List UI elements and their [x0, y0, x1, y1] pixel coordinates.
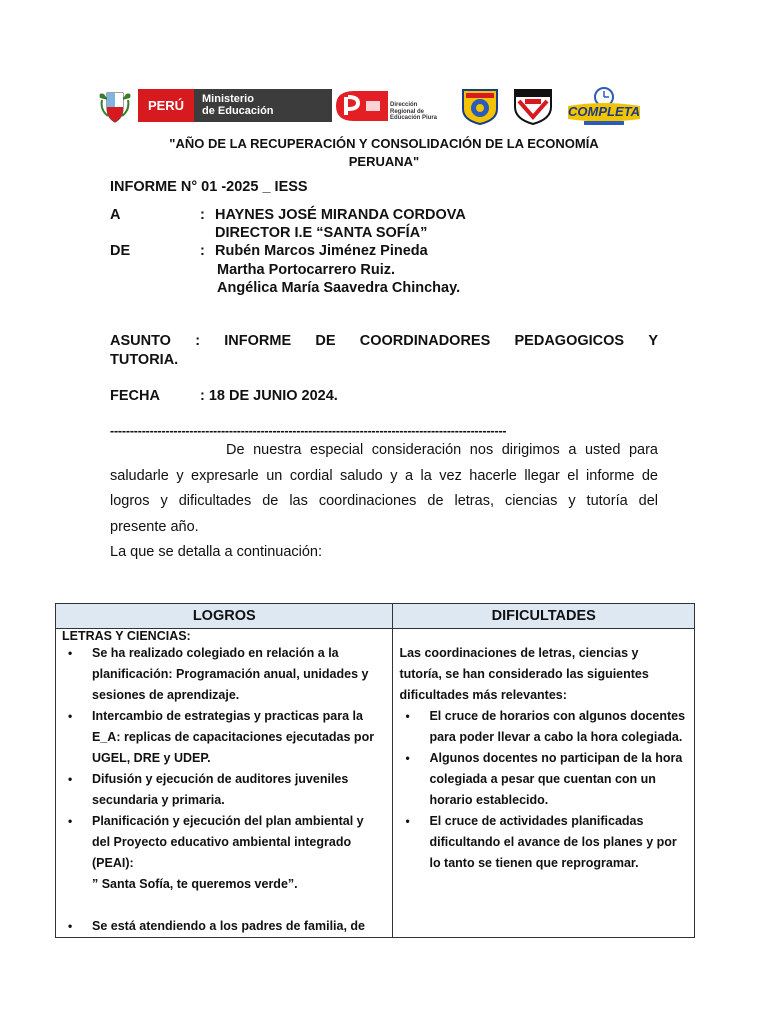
- to-name: HAYNES JOSÉ MIRANDA CORDOVA: [215, 207, 466, 223]
- to-role: DIRECTOR I.E “SANTA SOFÍA”: [215, 225, 428, 241]
- date-label: FECHA: [110, 388, 160, 404]
- from-label: DE: [110, 243, 131, 259]
- subject-line-2: TUTORIA.: [110, 352, 179, 368]
- logros-cell: [56, 629, 393, 938]
- ministry-of-education-logo: Ministerio de Educación: [194, 89, 332, 122]
- list-item: • Intercambio de estrategias y practicas para la E_A: replicas de capacitaciones ejecutadas por UGEL, DRE y UDEP.: [62, 706, 388, 769]
- dificultades-cell: [393, 629, 695, 938]
- body-detail-line: La que se detalla a continuación:: [110, 544, 323, 560]
- school-emblem-icon: [460, 87, 500, 125]
- list-item: • Algunos docentes no participan de la hora colegiada a pesar que cuentan con un horario establecido.: [399, 748, 690, 811]
- dificultades-list: [399, 706, 690, 874]
- subject-word: Y: [648, 333, 658, 349]
- dificultades-intro: Las coordinaciones de letras, ciencias y tutoría, se han considerado las siguientes dificultades más relevantes:: [399, 646, 649, 702]
- logros-dificultades-table: [55, 603, 695, 938]
- from-name-2: Martha Portocarrero Ruiz.: [217, 262, 396, 278]
- list-item: • Se ha realizado colegiado en relación a la planificación: Programación anual, unidades y sesiones de aprendizaje.: [62, 643, 388, 706]
- year-title-line-1: "AÑO DE LA RECUPERACIÓN Y CONSOLIDACIÓN DE LA ECONOMÍA: [169, 136, 599, 151]
- subject-word: COORDINADORES: [359, 333, 491, 349]
- dre-piura-text: Dirección Regional de Educación Piura: [390, 102, 438, 121]
- list-item: • Se está atendiendo a los padres de familia, de: [62, 916, 388, 937]
- list-item: • El cruce de actividades planificadas dificultando el avance de los planes y por lo tanto se tienen que reprogramar.: [399, 811, 690, 874]
- body-line-2: saludarle y expresarle un cordial saludo y a la vez hacerle llegar el informe de: [110, 467, 658, 484]
- to-colon: :: [200, 207, 205, 223]
- separator-line: ----------------------------------------------------------------------------------------------------: [110, 424, 507, 438]
- subject-word: DE: [315, 333, 336, 349]
- subject-colon: :: [195, 333, 201, 349]
- peru-logo: PERÚ: [138, 89, 194, 122]
- table-header-logros: LOGROS: [56, 604, 393, 629]
- body-line-3: logros y dificultades de las coordinaciones de letras, ciencias y tutoría del: [110, 493, 658, 509]
- body-line-1: De nuestra especial consideración nos dirigimos a usted para: [226, 442, 658, 458]
- subject-word: PEDAGOGICOS: [514, 333, 625, 349]
- subject-line-1: [110, 333, 658, 349]
- report-number: INFORME N° 01 -2025 _ IESS: [110, 179, 308, 195]
- from-colon: :: [200, 243, 205, 259]
- year-title-line-2: PERUANA": [348, 154, 420, 169]
- from-name-1: Rubén Marcos Jiménez Pineda: [215, 243, 428, 259]
- subject-label: ASUNTO: [110, 333, 171, 349]
- from-name-3: Angélica María Saavedra Chinchay.: [217, 280, 461, 296]
- completa-text: COMPLETA: [568, 104, 640, 119]
- subject-word: INFORME: [224, 333, 292, 349]
- table-header-dificultades: DIFICULTADES: [393, 604, 695, 629]
- date-value: : 18 DE JUNIO 2024.: [200, 388, 338, 404]
- peru-coat-of-arms-icon: [96, 88, 134, 124]
- list-item: • Planificación y ejecución del plan ambiental y del Proyecto educativo ambiental integrado (PEAI): ” Santa Sofía, te queremos verde”.: [62, 811, 388, 895]
- list-item: • Difusión y ejecución de auditores juveniles secundaria y primaria.: [62, 769, 388, 811]
- school-shield-icon: [511, 87, 555, 125]
- logros-heading: LETRAS Y CIENCIAS:: [62, 629, 191, 643]
- body-line-4: presente año.: [110, 518, 199, 535]
- list-item: • El cruce de horarios con algunos docentes para poder llevar a cabo la hora colegiada.: [399, 706, 690, 748]
- to-label: A: [110, 207, 121, 223]
- logros-list: [62, 643, 388, 937]
- body-paragraph: [110, 438, 658, 566]
